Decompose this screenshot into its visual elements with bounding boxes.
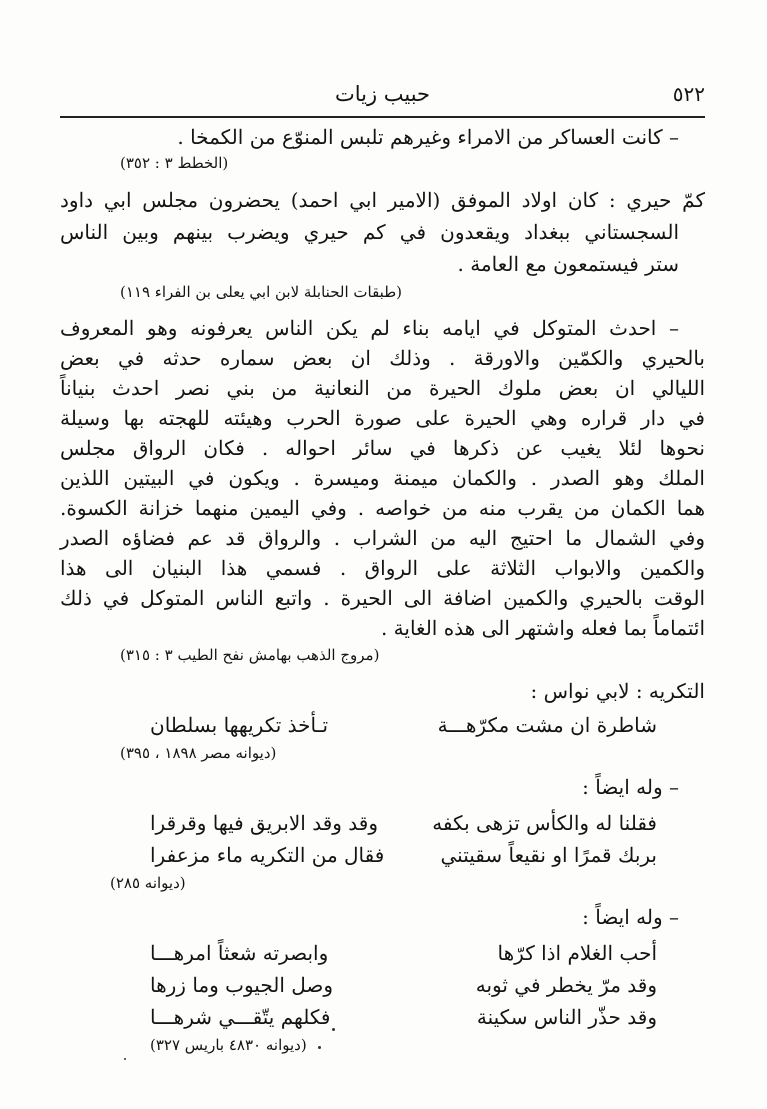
also-2-verse-1-second: وابصرته شعثاً امرهـــا <box>150 941 329 965</box>
mutawakkil-line-8: وفي الشمال ما احتيج اليه من الشراب . والرواق قد عم فضاؤه الصدر <box>60 526 705 550</box>
also-1-verse-2-second: فقال من التكريه ماء مزعفرا <box>150 843 385 867</box>
intro-text: – كانت العساكر من الامراء وغيرهم تلبس المنوّع من الكمخا . <box>177 125 679 149</box>
page-number: ٥٢٢ <box>672 82 705 106</box>
mutawakkil-line-9: والكمين والابواب الثلاثة على الرواق . فسمي هذا البنيان الى هذا <box>60 556 705 580</box>
also-2-source: (ديوانه ٤٨٣٠ باريس ٣٢٧) <box>150 1036 307 1054</box>
also-2-verse-2-second: وصل الجيوب وما زرها <box>150 973 334 997</box>
intro-source: (الخطط ٣ : ٣٥٢) <box>120 154 229 172</box>
mutawakkil-line-10: الوقت بالحيري والكمين اضافة الى الحيرة . واتبع الناس المتوكل في ذلك <box>60 586 705 610</box>
also-2-verse-3-second: فكلهم يتّقـــي شرهـــا <box>150 1005 331 1029</box>
page-header <box>60 82 705 112</box>
also-2-heading: – وله ايضاً : <box>582 905 679 929</box>
print-speck <box>124 1058 126 1060</box>
mutawakkil-line-3: الليالي ان بعض ملوك الحيرة من النعانية من بني نصر احدث بنياناً <box>60 376 706 400</box>
header-rule <box>60 116 705 118</box>
mutawakkil-line-6: الملك وهو الصدر . والكمان ميمنة وميسرة . ويكون في البيتين اللذين <box>60 466 705 490</box>
also-1-verse-2-first: بربك قمرًا او نقيعاً سقيتني <box>440 843 657 867</box>
also-2-verse-1-first: أحب الغلام اذا كرّها <box>497 941 657 965</box>
kumm-hiri-line-1: كمّ حيري : كان اولاد الموفق (الامير ابي احمد) يحضرون مجلس ابي داود <box>60 188 705 212</box>
mutawakkil-line-5: نحوها لئلا يغيب عن ذكرها في سائر احواله . فكان الرواق مجلس <box>60 436 705 460</box>
also-1-heading: – وله ايضاً : <box>582 775 679 799</box>
mutawakkil-line-7: هما الكمان من يقرب منه من خواصه . وفي اليمين منهما خزانة الكسوة. <box>60 496 705 520</box>
print-speck <box>318 1046 321 1049</box>
also-1-verse-1-first: فقلنا له والكأس تزهى بكفه <box>432 811 657 835</box>
kumm-hiri-line-3: ستر فيستمعون مع العامة . <box>457 252 679 276</box>
also-2-verse-3-first: وقد حذّر الناس سكينة <box>476 1005 657 1029</box>
kumm-hiri-source: (طبقات الحنابلة لابن ابي يعلى بن الفراء ١١٩) <box>120 283 402 301</box>
kumm-hiri-line-2: السجستاني ببغداد ويقعدون في كم حيري ويضرب بينهم وبين الناس <box>60 220 679 244</box>
mutawakkil-line-11: ائتماماً بما فعله واشتهر الى هذه الغاية . <box>380 616 705 640</box>
mutawakkil-line-2: بالحيري والكمّين والاورقة . وذلك ان بعض سماره حدثه في بعض <box>60 346 705 370</box>
takriya-heading: التكريه : لابي نواس : <box>530 679 705 703</box>
takriya-verse-first-hemistich: شاطرة ان مشت مكرّهـــة <box>437 713 657 737</box>
also-2-verse-2-first: وقد مرّ يخطر في ثوبه <box>475 973 657 997</box>
mutawakkil-line-4: في دار قراره وهي الحيرة على صورة الحرب وهيئته للهجته بها وسيلة <box>60 406 705 430</box>
print-speck <box>332 1028 335 1031</box>
also-1-source: (ديوانه ٢٨٥) <box>110 874 186 892</box>
takriya-verse-second-hemistich: تـأخذ تكريهها بسلطان <box>150 713 329 737</box>
mutawakkil-line-1: – احدث المتوكل في ايامه بناء لم يكن الناس يعرفونه وهو المعروف <box>60 316 679 340</box>
running-title: حبيب زيات <box>334 82 431 106</box>
also-1-verse-1-second: وقد وقد الابريق فيها وقرقرا <box>150 811 378 835</box>
takriya-source: (ديوانه مصر ١٨٩٨ ، ٣٩٥) <box>120 744 277 762</box>
mutawakkil-source: (مروج الذهب بهامش نفح الطيب ٣ : ٣١٥) <box>120 646 380 664</box>
